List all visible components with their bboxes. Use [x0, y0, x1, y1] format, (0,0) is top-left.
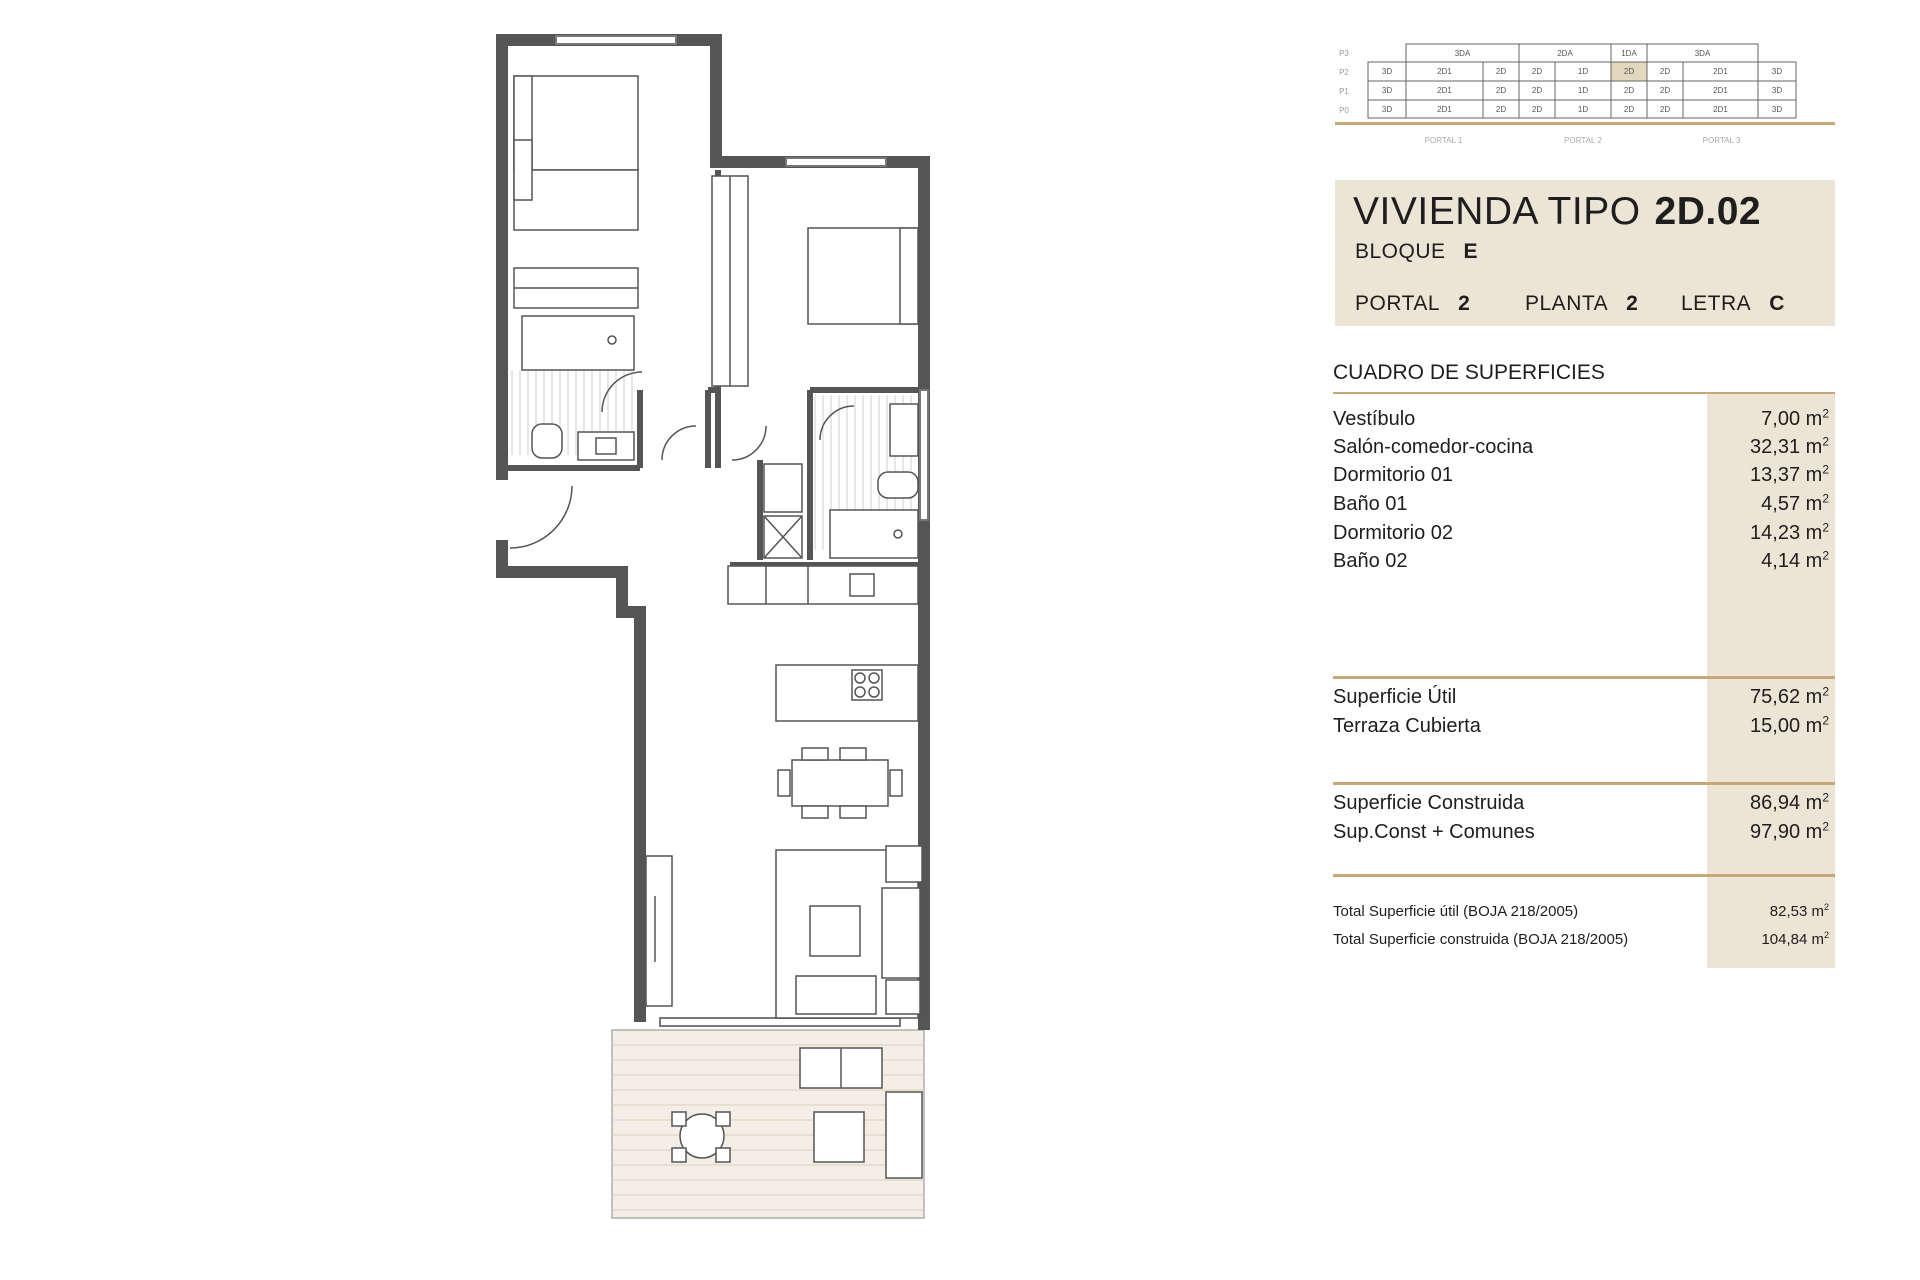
toilet-icon — [878, 472, 918, 498]
surface-name: Terraza Cubierta — [1333, 715, 1481, 737]
unit-type-code: 2D.02 — [1654, 190, 1762, 233]
key-unit-label: 2D — [1531, 105, 1543, 114]
bathtub-icon — [522, 316, 634, 370]
key-portal-label: PORTAL 3 — [1702, 136, 1741, 145]
total-area: 104,84 $m^2$ — [1761, 930, 1829, 948]
room-name: Salón-comedor-cocina — [1333, 436, 1534, 458]
surface-area: 75,62 $m^2$ — [1750, 684, 1829, 708]
planta-label — [1525, 292, 1638, 316]
bloque-label — [1355, 240, 1478, 264]
surface-name: Superficie Construida — [1333, 792, 1525, 814]
unit-title — [1353, 190, 1761, 234]
bloque-value: E — [1463, 240, 1479, 263]
key-unit-label: 3D — [1381, 67, 1393, 76]
room-name: Baño 02 — [1333, 550, 1408, 572]
shower-icon — [830, 510, 918, 558]
kitchen-island-icon — [776, 665, 918, 721]
key-floor-label: P1 — [1339, 87, 1349, 96]
key-unit-label: 2D — [1659, 105, 1671, 114]
key-portal-label: PORTAL 2 — [1564, 136, 1602, 145]
key-unit-label: 2D1 — [1437, 105, 1452, 114]
key-unit-label: 2D — [1623, 67, 1635, 76]
wardrobe-icon — [514, 268, 638, 308]
key-plan — [0, 0, 1920, 160]
surfaces-title: CUADRO DE SUPERFICIES — [1333, 361, 1605, 384]
table-row — [1333, 464, 1835, 490]
room-area: 7,00 $m^2$ — [1761, 406, 1829, 430]
total-name: Total Superficie construida (BOJA 218/2005) — [1333, 931, 1629, 948]
table-row — [1333, 550, 1835, 576]
letra-label-text: LETRA — [1681, 292, 1752, 315]
total-area: 82,53 $m^2$ — [1769, 902, 1829, 920]
key-unit-label: 3D — [1771, 86, 1783, 95]
table-row — [1333, 821, 1835, 847]
planta-label-text: PLANTA — [1525, 292, 1609, 315]
letra-value: C — [1769, 292, 1785, 315]
key-portal-label: PORTAL 1 — [1424, 136, 1463, 145]
key-unit-label: 3D — [1381, 86, 1393, 95]
key-unit-label: 2D — [1659, 86, 1671, 95]
table-row — [1333, 792, 1835, 818]
key-unit-label: 1D — [1577, 86, 1589, 95]
bloque-label-text: BLOQUE — [1355, 240, 1446, 263]
key-unit-label: 1D — [1577, 105, 1589, 114]
key-unit-label: 2D1 — [1437, 86, 1452, 95]
key-unit-label: 2D — [1495, 105, 1507, 114]
total-name: Total Superficie útil (BOJA 218/2005) — [1333, 903, 1579, 920]
key-unit-label: 2D — [1495, 86, 1507, 95]
room-name: Baño 01 — [1333, 493, 1408, 515]
key-unit-label: 2D — [1623, 105, 1635, 114]
room-area: 13,37 $m^2$ — [1750, 462, 1829, 486]
key-unit-label: 2D — [1623, 86, 1635, 95]
key-unit-label: 2D1 — [1713, 67, 1728, 76]
key-unit-label: 2D — [1495, 67, 1507, 76]
key-header-label: 3DA — [1694, 49, 1711, 58]
key-base-line — [1335, 122, 1835, 125]
key-unit-label: 2D1 — [1437, 67, 1452, 76]
bed-icon — [808, 228, 918, 324]
room-area: 14,23 $m^2$ — [1750, 520, 1829, 544]
key-unit-label: 3D — [1771, 67, 1783, 76]
table-row — [1333, 715, 1835, 741]
kitchen-counter-icon — [728, 566, 918, 604]
table-row — [1333, 493, 1835, 519]
key-unit-label: 2D1 — [1713, 86, 1728, 95]
sink-icon — [890, 404, 918, 456]
surface-name: Superficie Útil — [1333, 686, 1457, 708]
key-floor-label: P2 — [1339, 68, 1349, 77]
unit-title-text: VIVIENDA TIPO — [1353, 190, 1641, 233]
key-unit-label: 2D — [1659, 67, 1671, 76]
room-area: 4,14 $m^2$ — [1761, 548, 1829, 572]
dining-table-icon — [778, 748, 902, 818]
room-name: Dormitorio 01 — [1333, 464, 1454, 486]
surface-area: 97,90 $m^2$ — [1750, 819, 1829, 843]
room-name: Vestíbulo — [1333, 408, 1416, 430]
key-unit-label: 3D — [1381, 105, 1393, 114]
key-unit-label: 2D — [1531, 86, 1543, 95]
portal-label — [1355, 292, 1470, 316]
section-divider — [1333, 782, 1835, 785]
surface-area: 86,94 $m^2$ — [1750, 790, 1829, 814]
surface-name: Sup.Const + Comunes — [1333, 821, 1535, 843]
table-row — [1333, 436, 1835, 462]
storage-icon — [764, 464, 802, 558]
planta-value: 2 — [1626, 292, 1639, 315]
wardrobe-icon — [712, 176, 748, 386]
table-row — [1333, 522, 1835, 548]
section-divider — [1333, 874, 1835, 877]
room-area: 32,31 $m^2$ — [1750, 434, 1829, 458]
key-unit-label: 1D — [1577, 67, 1589, 76]
portal-label-text: PORTAL — [1355, 292, 1441, 315]
toilet-icon — [532, 424, 562, 458]
portal-value: 2 — [1458, 292, 1471, 315]
room-area: 4,57 $m^2$ — [1761, 491, 1829, 515]
key-unit-label: 3D — [1771, 105, 1783, 114]
surface-area: 15,00 $m^2$ — [1750, 713, 1829, 737]
unit-header-panel — [1335, 180, 1835, 326]
table-row — [1333, 903, 1835, 929]
sink-icon — [578, 432, 634, 460]
key-header-label: 1DA — [1621, 49, 1637, 58]
key-unit-label: 2D — [1531, 67, 1543, 76]
letra-label — [1681, 292, 1785, 316]
key-floor-label: P0 — [1339, 106, 1349, 115]
key-header-label: 2DA — [1557, 49, 1573, 58]
key-unit-label: 2D1 — [1713, 105, 1728, 114]
key-floor-label: P3 — [1339, 49, 1349, 58]
key-header-label: 3DA — [1454, 49, 1471, 58]
table-row — [1333, 408, 1835, 434]
living-area-icon — [646, 846, 922, 1018]
table-row — [1333, 686, 1835, 712]
section-divider — [1333, 676, 1835, 679]
room-name: Dormitorio 02 — [1333, 522, 1454, 544]
table-row — [1333, 931, 1835, 957]
